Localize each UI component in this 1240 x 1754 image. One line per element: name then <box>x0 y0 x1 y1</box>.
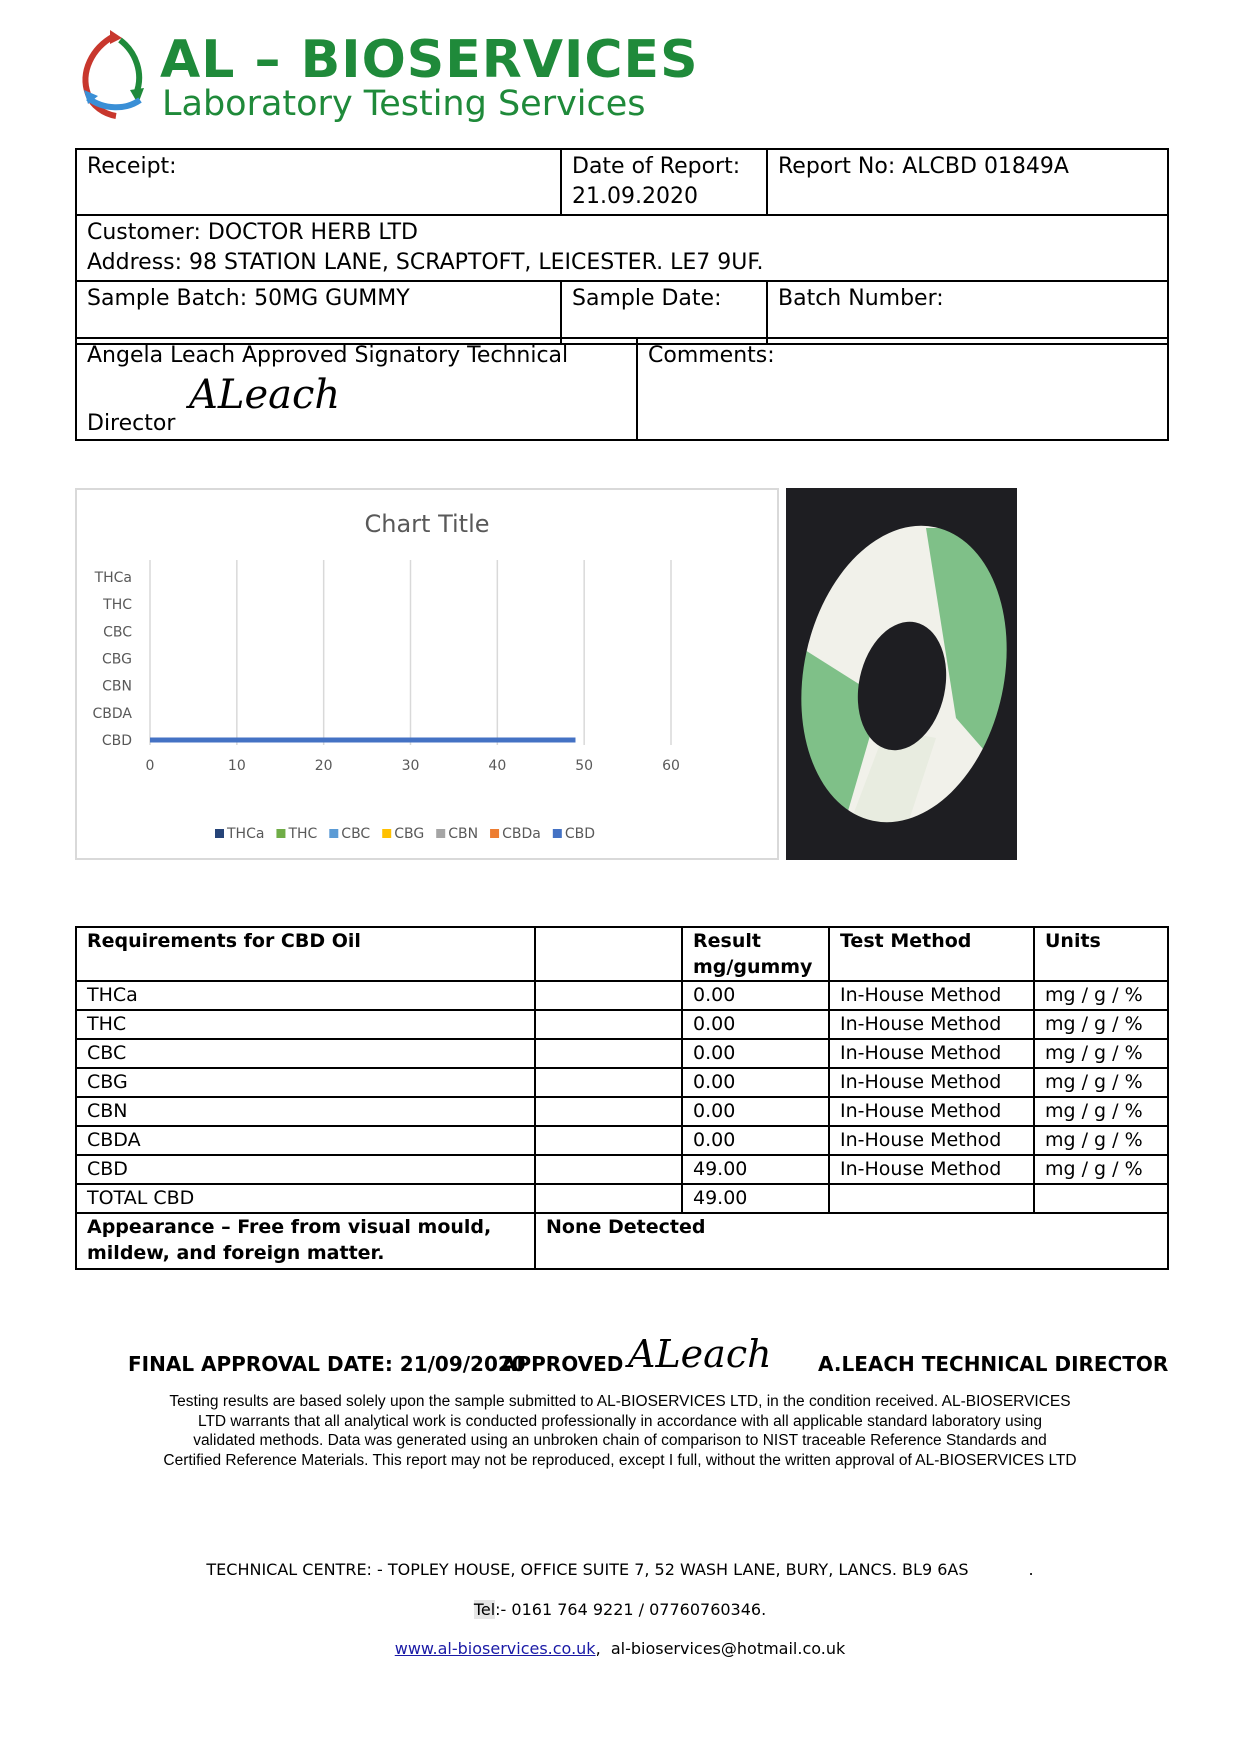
customer-name: Customer: DOCTOR HERB LTD <box>87 220 418 245</box>
date-label: Date of Report: <box>572 154 741 179</box>
approved-label: APPROVED <box>501 1352 624 1376</box>
requirement-header: Requirements for CBD Oil <box>76 927 535 981</box>
blank-cell <box>829 1184 1034 1213</box>
appearance-value: None Detected <box>535 1213 1168 1269</box>
analyte-result: 49.00 <box>682 1155 829 1184</box>
blank-cell <box>535 1155 682 1184</box>
gummy-ring-photo <box>786 488 1017 860</box>
report-number: Report No: ALCBD 01849A <box>778 154 1069 179</box>
legend-swatch-thca <box>215 829 224 838</box>
analyte-result: 0.00 <box>682 1068 829 1097</box>
appearance-label-line1: Appearance – Free from visual mould, <box>87 1216 492 1238</box>
analyte-result: 0.00 <box>682 981 829 1010</box>
legend-swatch-cbd <box>553 829 562 838</box>
y-tick-label: CBD <box>101 733 132 749</box>
analyte-units: mg / g / % <box>1034 1126 1168 1155</box>
legend-label-thca: THCa <box>227 826 265 842</box>
report-header-table <box>75 148 1169 345</box>
batch-number-label: Batch Number: <box>778 286 944 311</box>
blank-cell <box>535 981 682 1010</box>
analyte-method: In-House Method <box>829 1155 1034 1184</box>
contact-separator: , <box>595 1639 601 1658</box>
customer-cell <box>76 215 1168 281</box>
sample-date-cell <box>561 281 767 344</box>
disclaimer-line: Certified Reference Materials. This report may not be reproduced, except I full, without the written approval of AL-BIOSERVICES LTD <box>163 1451 1077 1469</box>
analyte-method: In-House Method <box>829 1010 1034 1039</box>
analyte-name: CBC <box>76 1039 535 1068</box>
disclaimer-line: LTD warrants that all analytical work is conducted professionally in accordance with all applicable standard laboratory using <box>197 1412 1043 1430</box>
analyte-method: In-House Method <box>829 1068 1034 1097</box>
blank-cell <box>535 1126 682 1155</box>
signatory-cell <box>76 338 637 440</box>
chart-container <box>75 488 779 860</box>
x-tick-label: 60 <box>662 758 680 774</box>
appearance-row <box>76 1213 1168 1269</box>
legend-label-cbc: CBC <box>341 826 371 842</box>
address-text: TECHNICAL CENTRE: - TOPLEY HOUSE, OFFICE SUITE 7, 52 WASH LANE, BURY, LANCS. BL9 6AS <box>206 1560 969 1579</box>
legend-swatch-cbda <box>490 829 499 838</box>
brand-name: AL – BIOSERVICES <box>160 30 699 90</box>
recycle-arrows-icon <box>74 28 154 124</box>
analyte-name: CBG <box>76 1068 535 1097</box>
analyte-method: In-House Method <box>829 981 1034 1010</box>
result-header-line2: mg/gummy <box>693 956 813 978</box>
table-row <box>76 1126 1168 1155</box>
legend-label-cbn: CBN <box>448 826 479 842</box>
technical-centre-address <box>0 1560 1240 1579</box>
analyte-method: In-House Method <box>829 1039 1034 1068</box>
blank-cell <box>535 1097 682 1126</box>
batch-number-cell <box>767 281 1168 344</box>
blank-cell <box>535 1010 682 1039</box>
approval-signature: ALeach <box>628 1332 772 1376</box>
receipt-label: Receipt: <box>87 154 177 179</box>
result-header-line1: Result <box>693 930 761 952</box>
y-tick-label: CBC <box>103 624 132 641</box>
disclaimer-line: validated methods. Data was generated using an unbroken chain of comparison to NIST traceable Reference Standards and <box>193 1432 1047 1449</box>
analyte-name: CBN <box>76 1097 535 1126</box>
x-tick-label: 20 <box>314 758 333 774</box>
x-tick-label: 0 <box>145 758 155 774</box>
blank-cell <box>535 1184 682 1213</box>
date-cell <box>561 149 767 215</box>
legend-swatch-cbg <box>382 829 391 838</box>
blank-cell <box>535 1039 682 1068</box>
analyte-result: 0.00 <box>682 1126 829 1155</box>
method-header: Test Method <box>829 927 1034 981</box>
analyte-units: mg / g / % <box>1034 981 1168 1010</box>
tel-label: Tel <box>473 1600 496 1619</box>
analyte-units: mg / g / % <box>1034 1039 1168 1068</box>
analyte-result: 0.00 <box>682 1039 829 1068</box>
brand-subtitle: Laboratory Testing Services <box>162 84 646 124</box>
signature: ALeach <box>189 372 341 418</box>
x-tick-label: 10 <box>227 758 246 774</box>
email-text[interactable]: al-bioservices@hotmail.co.uk <box>610 1639 846 1658</box>
comments-label: Comments: <box>648 343 775 368</box>
blank-header <box>535 927 682 981</box>
results-table <box>75 926 1169 1270</box>
disclaimer <box>110 1392 1130 1470</box>
sample-date-label: Sample Date: <box>572 286 722 311</box>
x-tick-label: 30 <box>401 758 420 774</box>
website-link[interactable]: www.al-bioservices.co.uk <box>394 1639 596 1658</box>
bar-chart <box>77 490 777 858</box>
result-header <box>682 927 829 981</box>
table-row <box>76 1155 1168 1184</box>
analyte-units: mg / g / % <box>1034 1097 1168 1126</box>
blank-cell <box>1034 1184 1168 1213</box>
y-tick-label: CBG <box>102 651 132 668</box>
y-tick-label: CBN <box>102 678 132 695</box>
gummy-ring-image <box>786 488 1017 860</box>
comments-cell <box>637 338 1168 440</box>
appearance-label <box>76 1213 535 1269</box>
total-name: TOTAL CBD <box>76 1184 535 1213</box>
table-row <box>76 1010 1168 1039</box>
blank-cell <box>535 1068 682 1097</box>
table-row <box>76 1039 1168 1068</box>
appearance-label-line2: mildew, and foreign matter. <box>87 1242 385 1264</box>
total-result: 49.00 <box>682 1184 829 1213</box>
legend-label-cbda: CBDa <box>502 826 541 842</box>
disclaimer-line: Testing results are based solely upon the sample submitted to AL-BIOSERVICES LTD, in the condition received. AL-BIOSERVICES <box>169 1393 1071 1410</box>
y-tick-label: THC <box>103 597 132 614</box>
legend-swatch-cbc <box>329 829 338 838</box>
bar-cbd-cbd <box>150 738 575 743</box>
analyte-method: In-House Method <box>829 1126 1034 1155</box>
tel-value: :- 0161 764 9221 / 07760760346. <box>495 1600 767 1619</box>
table-row <box>76 1068 1168 1097</box>
analyte-name: THCa <box>76 981 535 1010</box>
analyte-result: 0.00 <box>682 1010 829 1039</box>
analyte-name: CBD <box>76 1155 535 1184</box>
x-tick-label: 50 <box>575 758 594 774</box>
analyte-name: THC <box>76 1010 535 1039</box>
sample-batch-cell <box>76 281 561 344</box>
telephone-line <box>0 1600 1240 1619</box>
receipt-cell <box>76 149 561 215</box>
legend-label-cbd: CBD <box>564 826 595 842</box>
legend-swatch-thc <box>276 829 285 838</box>
contact-line <box>0 1639 1240 1658</box>
x-tick-label: 40 <box>488 758 507 774</box>
analyte-units: mg / g / % <box>1034 1068 1168 1097</box>
y-tick-label: CBDA <box>92 705 132 722</box>
technical-director: A.LEACH TECHNICAL DIRECTOR <box>818 1352 1169 1376</box>
analyte-units: mg / g / % <box>1034 1155 1168 1184</box>
analyte-name: CBDA <box>76 1126 535 1155</box>
table-row <box>76 981 1168 1010</box>
chart-title: Chart Title <box>364 510 490 538</box>
legend-label-cbg: CBG <box>394 826 425 842</box>
final-approval-date: FINAL APPROVAL DATE: 21/09/2020 <box>128 1352 526 1376</box>
total-row <box>76 1184 1168 1213</box>
customer-address: Address: 98 STATION LANE, SCRAPTOFT, LEICESTER. LE7 9UF. <box>87 250 764 275</box>
date-value: 21.09.2020 <box>572 184 698 209</box>
analyte-method: In-House Method <box>829 1097 1034 1126</box>
signatory-table <box>75 337 1169 441</box>
address-dot: . <box>1028 1560 1034 1579</box>
sample-batch: Sample Batch: 50MG GUMMY <box>87 286 410 311</box>
legend-swatch-cbn <box>436 829 445 838</box>
signatory-line2: Director <box>87 411 176 436</box>
table-row <box>76 1097 1168 1126</box>
legend-label-thc: THC <box>288 826 318 842</box>
signatory-line1: Angela Leach Approved Signatory Technical <box>87 343 569 368</box>
approval-row <box>128 1332 1169 1380</box>
analyte-result: 0.00 <box>682 1097 829 1126</box>
report-no-cell <box>767 149 1168 215</box>
analyte-units: mg / g / % <box>1034 1010 1168 1039</box>
units-header: Units <box>1034 927 1168 981</box>
y-tick-label: THCa <box>94 570 132 587</box>
